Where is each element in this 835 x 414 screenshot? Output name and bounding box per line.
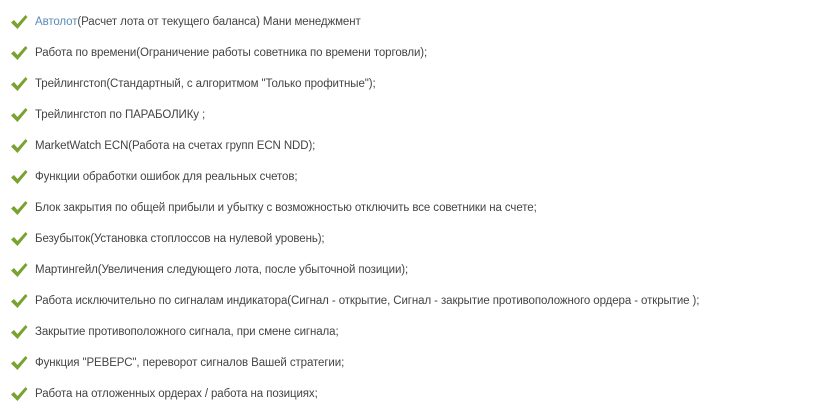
checkmark-icon [10,262,28,278]
feature-text: Трейлингстоп по ПАРАБОЛИКу ; [35,108,206,121]
list-item [10,378,830,409]
checkmark-icon [10,107,28,123]
list-item [10,161,830,192]
checkmark-icon [10,355,28,371]
feature-text: Мартингейл(Увеличения следующего лота, после убыточной позиции); [35,263,409,276]
feature-list [10,6,830,409]
feature-text: Закрытие противоположного сигнала, при смене сигнала; [35,325,339,338]
list-item [10,130,830,161]
list-item [10,68,830,99]
feature-text: Работа на отложенных ордерах / работа на позициях; [35,387,318,400]
feature-text: Функции обработки ошибок для реальных счетов; [35,170,298,183]
list-item [10,6,830,37]
list-item [10,223,830,254]
list-item [10,254,830,285]
list-item [10,192,830,223]
checkmark-icon [10,45,28,61]
checkmark-icon [10,14,28,30]
checkmark-icon [10,200,28,216]
checkmark-icon [10,386,28,402]
feature-text: Безубыток(Установка стоплоссов на нулевой уровень); [35,232,325,245]
checkmark-icon [10,138,28,154]
checkmark-icon [10,169,28,185]
feature-text: MarketWatch ECN(Работа на счетах групп ECN NDD); [35,139,316,152]
checkmark-icon [10,76,28,92]
autolot-link[interactable]: Автолот [35,15,78,28]
list-item [10,37,830,68]
checkmark-icon [10,293,28,309]
feature-text: Функция "РЕВЕРС", переворот сигналов Вашей стратегии; [35,356,345,369]
list-item [10,347,830,378]
feature-text: Блок закрытия по общей прибыли и убытку с возможностью отключить все советники на счете; [35,201,537,214]
feature-text: Трейлингстоп(Стандартный, с алгоритмом "Только профитные"); [35,77,376,90]
list-item [10,285,830,316]
checkmark-icon [10,324,28,340]
feature-text: Работа по времени(Ограничение работы советника по времени торговли); [35,46,428,59]
list-item [10,99,830,130]
feature-text: Работа исключительно по сигналам индикатора(Сигнал - открытие, Сигнал - закрытие противоположного ордера - открытие ); [35,294,700,307]
feature-text: Автолот(Расчет лота от текущего баланса) Мани менеджмент [35,15,361,28]
checkmark-icon [10,231,28,247]
list-item [10,316,830,347]
